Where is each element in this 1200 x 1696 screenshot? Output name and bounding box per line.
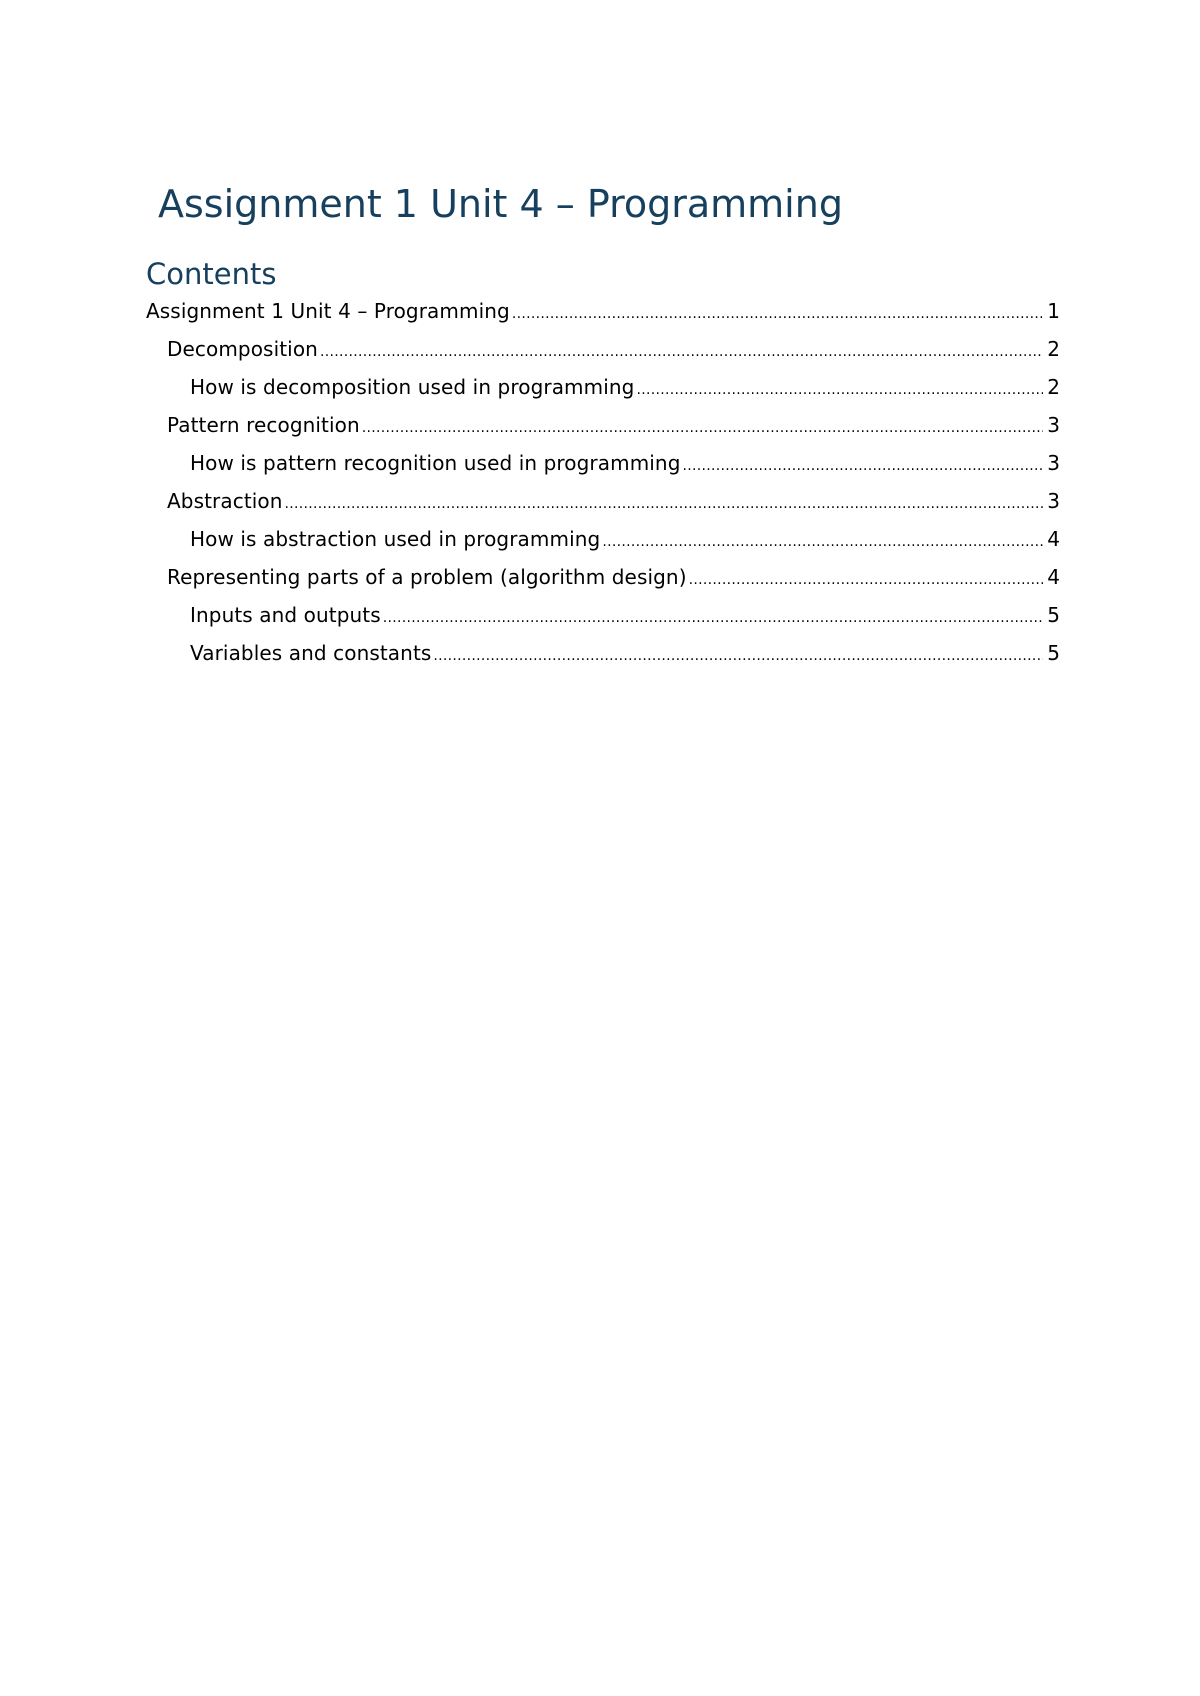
toc-dot-leader: [636, 371, 1043, 406]
toc-dot-leader: [602, 523, 1043, 558]
toc-entry-label: Decomposition: [167, 337, 318, 361]
toc-entry-label: Pattern recognition: [167, 413, 360, 437]
toc-page-number: 2: [1047, 337, 1060, 361]
toc-entry-label: Variables and constants: [190, 641, 432, 665]
toc-entry-how-is-decomposition-used[interactable]: [146, 368, 1060, 406]
toc-dot-leader: [689, 561, 1044, 596]
toc-dot-leader: [433, 637, 1043, 672]
toc-entry-inputs-and-outputs[interactable]: [146, 596, 1060, 634]
toc-entry-label: How is pattern recognition used in programming: [190, 451, 681, 475]
toc-dot-leader: [320, 333, 1043, 368]
toc-entry-how-is-pattern-recognition-used[interactable]: [146, 444, 1060, 482]
page-title: Assignment 1 Unit 4 – Programming: [158, 182, 843, 226]
toc-entry-label: Inputs and outputs: [190, 603, 381, 627]
toc-entry-abstraction[interactable]: [146, 482, 1060, 520]
toc-entry-representing-parts-of-a-problem[interactable]: [146, 558, 1060, 596]
toc-entry-variables-and-constants[interactable]: [146, 634, 1060, 672]
toc-entry-label: Assignment 1 Unit 4 – Programming: [146, 299, 510, 323]
toc-page-number: 1: [1047, 299, 1060, 323]
contents-heading: Contents: [146, 257, 277, 291]
toc-dot-leader: [512, 295, 1043, 330]
toc-entry-label: How is decomposition used in programming: [190, 375, 635, 399]
toc-page-number: 4: [1047, 565, 1060, 589]
toc-entry-how-is-abstraction-used[interactable]: [146, 520, 1060, 558]
toc-entry-label: How is abstraction used in programming: [190, 527, 601, 551]
toc-dot-leader: [362, 409, 1043, 444]
toc-page-number: 3: [1047, 413, 1060, 437]
toc-page-number: 5: [1047, 603, 1060, 627]
toc-entry-decomposition[interactable]: [146, 330, 1060, 368]
toc-page-number: 5: [1047, 641, 1060, 665]
toc-entry-label: Abstraction: [167, 489, 283, 513]
toc-entry-pattern-recognition[interactable]: [146, 406, 1060, 444]
toc-page-number: 4: [1047, 527, 1060, 551]
table-of-contents: [146, 292, 1060, 672]
toc-page-number: 3: [1047, 451, 1060, 475]
toc-page-number: 2: [1047, 375, 1060, 399]
toc-dot-leader: [683, 447, 1044, 482]
toc-entry-assignment-1-unit-4-programming[interactable]: [146, 292, 1060, 330]
toc-entry-label: Representing parts of a problem (algorithm design): [167, 565, 687, 589]
toc-dot-leader: [285, 485, 1044, 520]
toc-dot-leader: [383, 599, 1044, 634]
toc-page-number: 3: [1047, 489, 1060, 513]
